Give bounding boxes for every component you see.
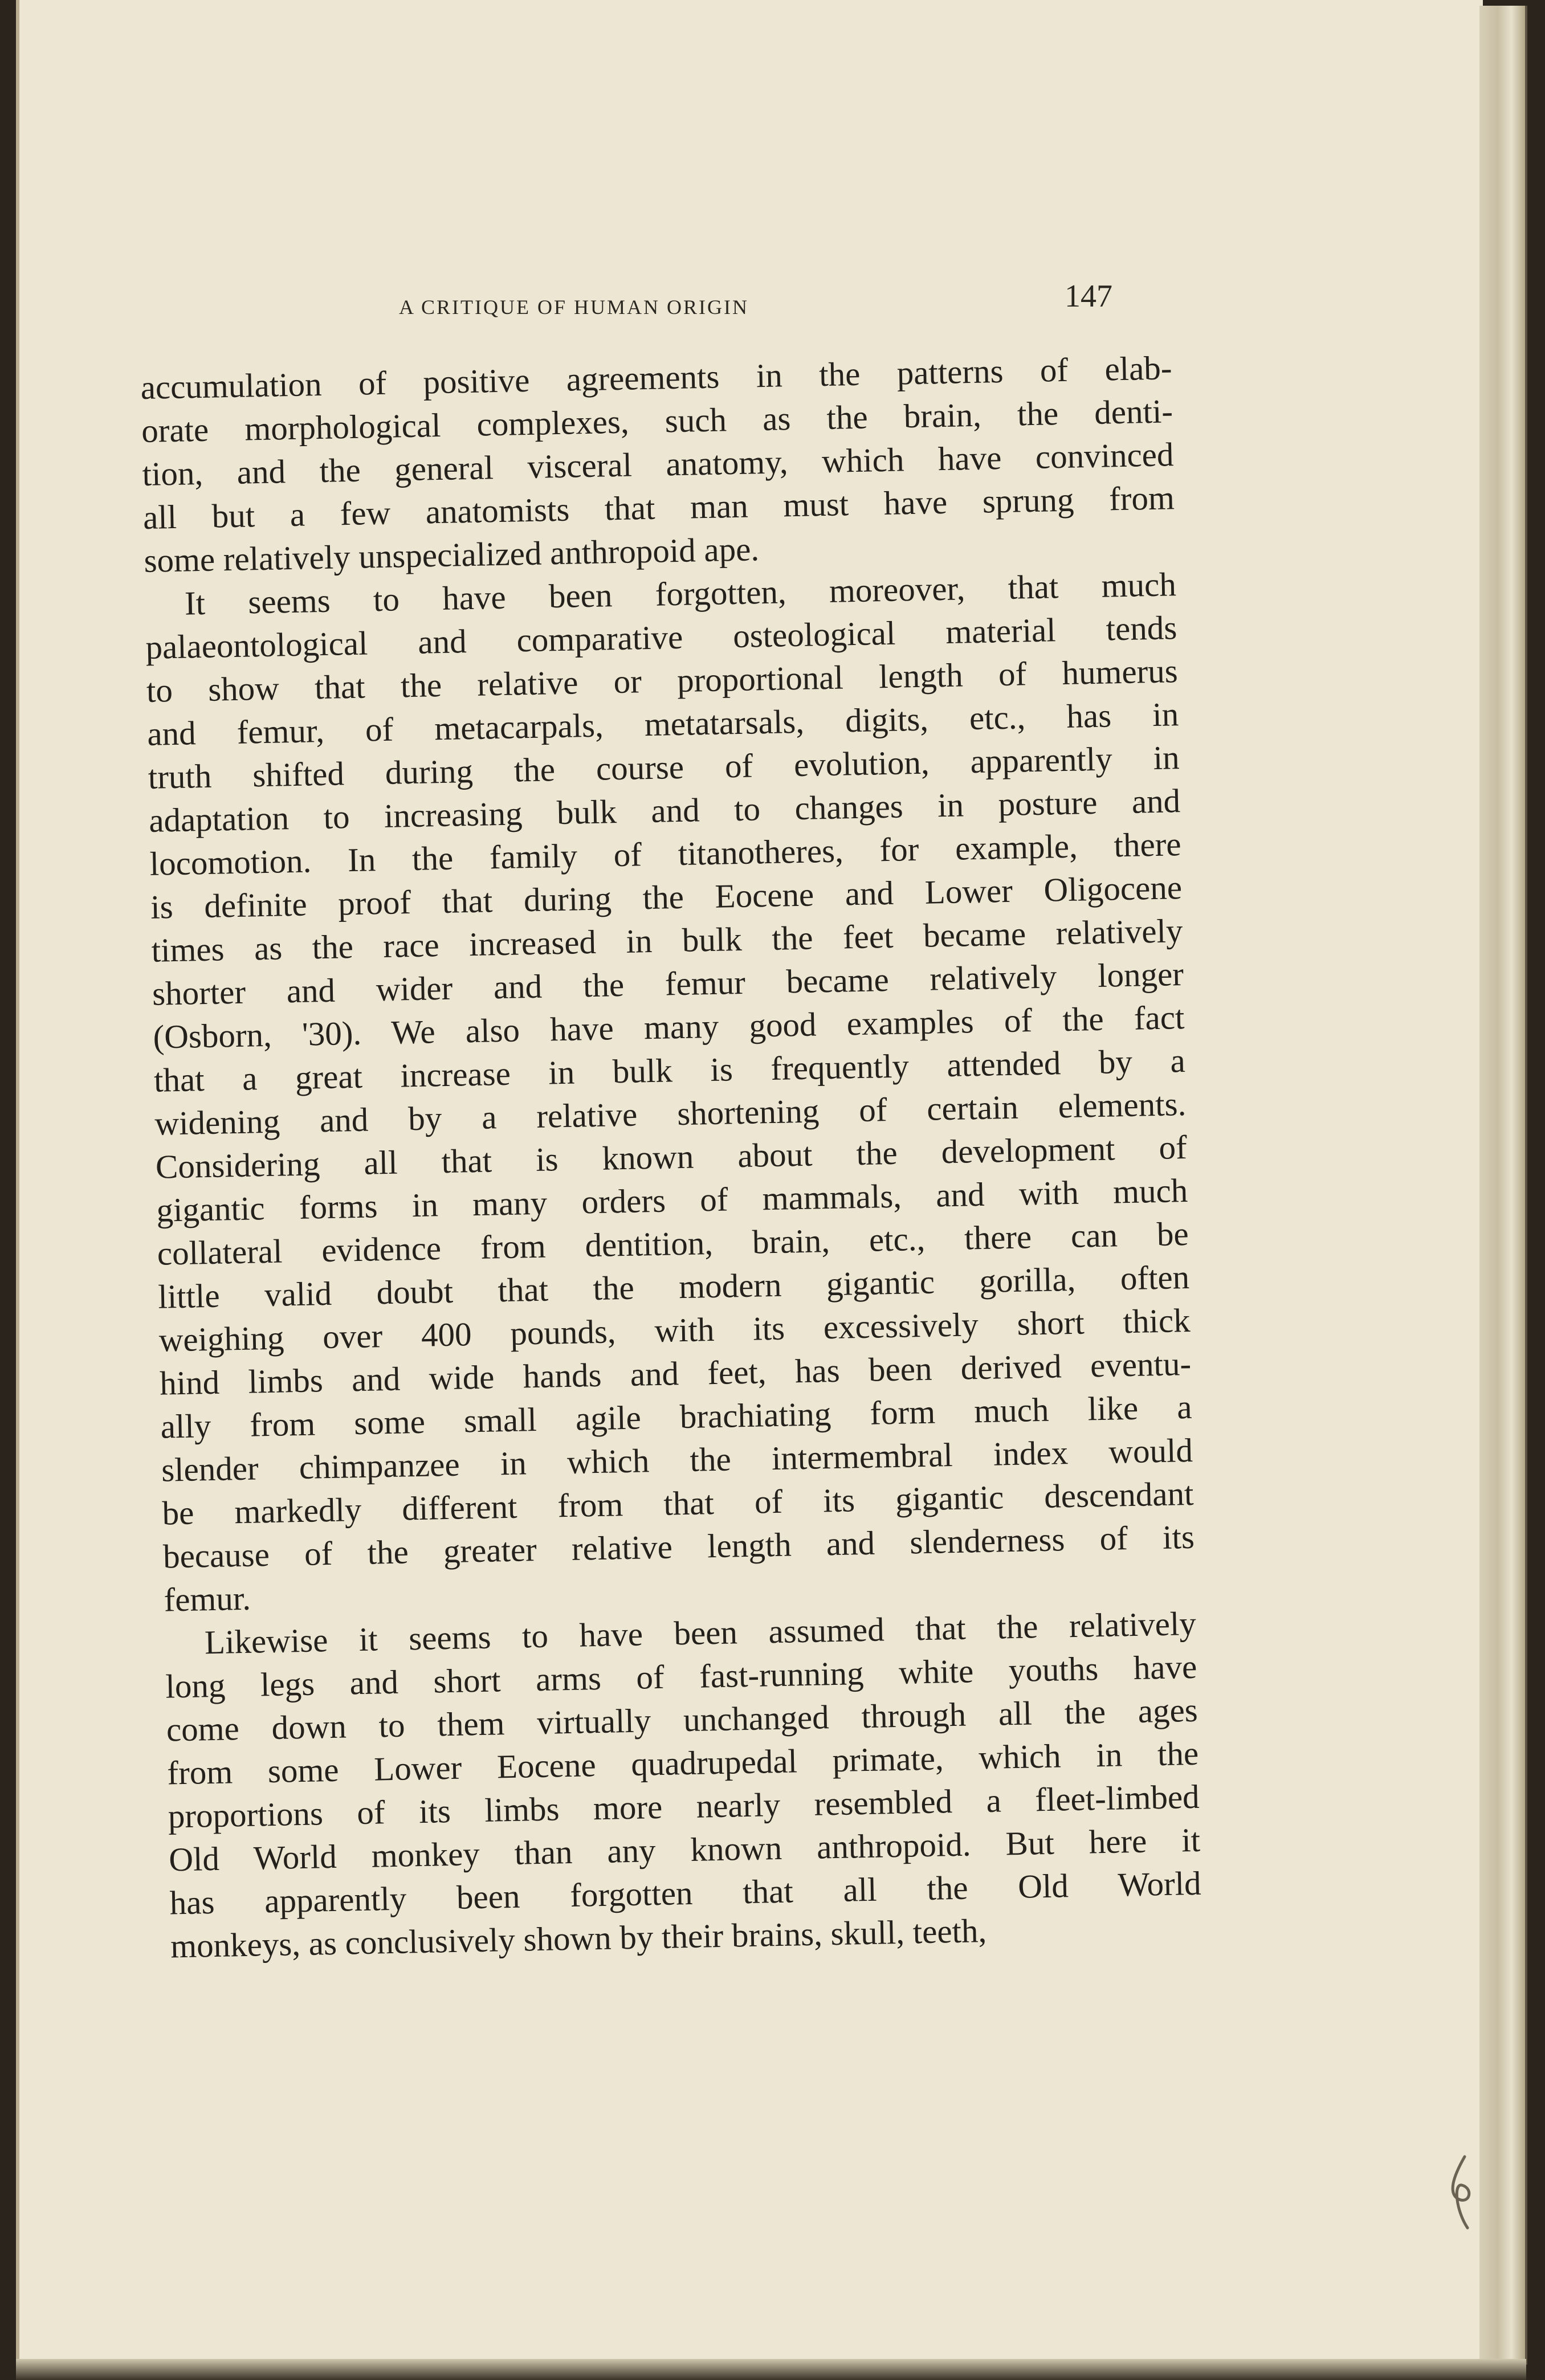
text-line: orate morphological complexes, such as the brain, the denti- (141, 392, 1173, 450)
text-line: (Osborn, '30). We also have many good examples of the fact (152, 998, 1185, 1056)
text-line: because of the greater relative length and slenderness of its (162, 1517, 1195, 1575)
text-line: widening and by a relative shortening of certain elements. (154, 1085, 1187, 1142)
text-line: palaeontological and comparative osteological material tends (145, 609, 1177, 666)
text-line: collateral evidence from dentition, brain, etc., there can be (157, 1214, 1189, 1272)
text-line: be markedly different from that of its gigantic descendant (162, 1474, 1194, 1532)
text-line: proportions of its limbs more nearly resembled a fleet-limbed (168, 1777, 1200, 1835)
text-line: Old World monkey than any known anthropoid. But here it (168, 1820, 1201, 1879)
text-line: little valid doubt that the modern gigantic gorilla, often (157, 1258, 1190, 1316)
text-line: that a great increase in bulk is frequently attended by a (153, 1042, 1186, 1099)
text-line: gigantic forms in many orders of mammals, and with much (156, 1171, 1188, 1229)
text-line: slender chimpanzee in which the intermembral index would (161, 1431, 1193, 1489)
text-line: adaptation to increasing bulk and to changes in posture and (148, 782, 1181, 839)
text-line: times as the race increased in bulk the feet became relatively (151, 912, 1183, 969)
page-bottom-edge (16, 2359, 1526, 2380)
text-line: Considering all that is known about the development of (155, 1128, 1188, 1186)
text-line: from some Lower Eocene quadrupedal primate, which in the (166, 1734, 1199, 1792)
page-edge (1479, 6, 1527, 2365)
pencil-mark-icon (1442, 2154, 1482, 2234)
text-line: monkeys, as conclusively shown by their brains, skull, teeth, (170, 1912, 987, 1965)
text-line: has apparently been forgotten that all the Old World (169, 1864, 1202, 1922)
text-line: Likewise it seems to have been assumed that the relatively (204, 1604, 1197, 1661)
text-line: tion, and the general visceral anatomy, which have convinced (142, 435, 1174, 493)
text-line: locomotion. In the family of titanotheres, for example, there (149, 825, 1182, 883)
text-line: femur. (163, 1579, 251, 1619)
text-line: ally from some small agile brachiating form much like a (160, 1387, 1193, 1446)
text-line: truth shifted during the course of evolution, apparently in (148, 738, 1180, 796)
text-line: all but a few anatomists that man must have sprung from (142, 479, 1175, 536)
text-line: to show that the relative or proportional length of humerus (146, 652, 1179, 709)
text-line: is definite proof that during the Eocene and Lower Oligocene (150, 868, 1183, 926)
text-line: weighing over 400 pounds, with its excessively short thick (158, 1301, 1191, 1359)
text-line: It seems to have been forgotten, moreover, that much (184, 565, 1177, 622)
text-line: some relatively unspecialized anthropoid ape. (143, 530, 760, 579)
text-line: hind limbs and wide hands and feet, has been derived eventu- (159, 1344, 1192, 1402)
page-number: 147 (1065, 279, 1112, 314)
text-line: and femur, of metacarpals, metatarsals, digits, etc., has in (146, 695, 1179, 753)
running-head: A CRITIQUE OF HUMAN ORIGIN (399, 296, 749, 319)
text-line: come down to them virtually unchanged through all the ages (166, 1691, 1199, 1749)
text-line: shorter and wider and the femur became relatively longer (152, 955, 1184, 1013)
body-text (140, 346, 1202, 1967)
text-line: accumulation of positive agreements in the patterns of elab- (140, 349, 1173, 406)
text-line: long legs and short arms of fast-running white youths have (165, 1647, 1197, 1705)
